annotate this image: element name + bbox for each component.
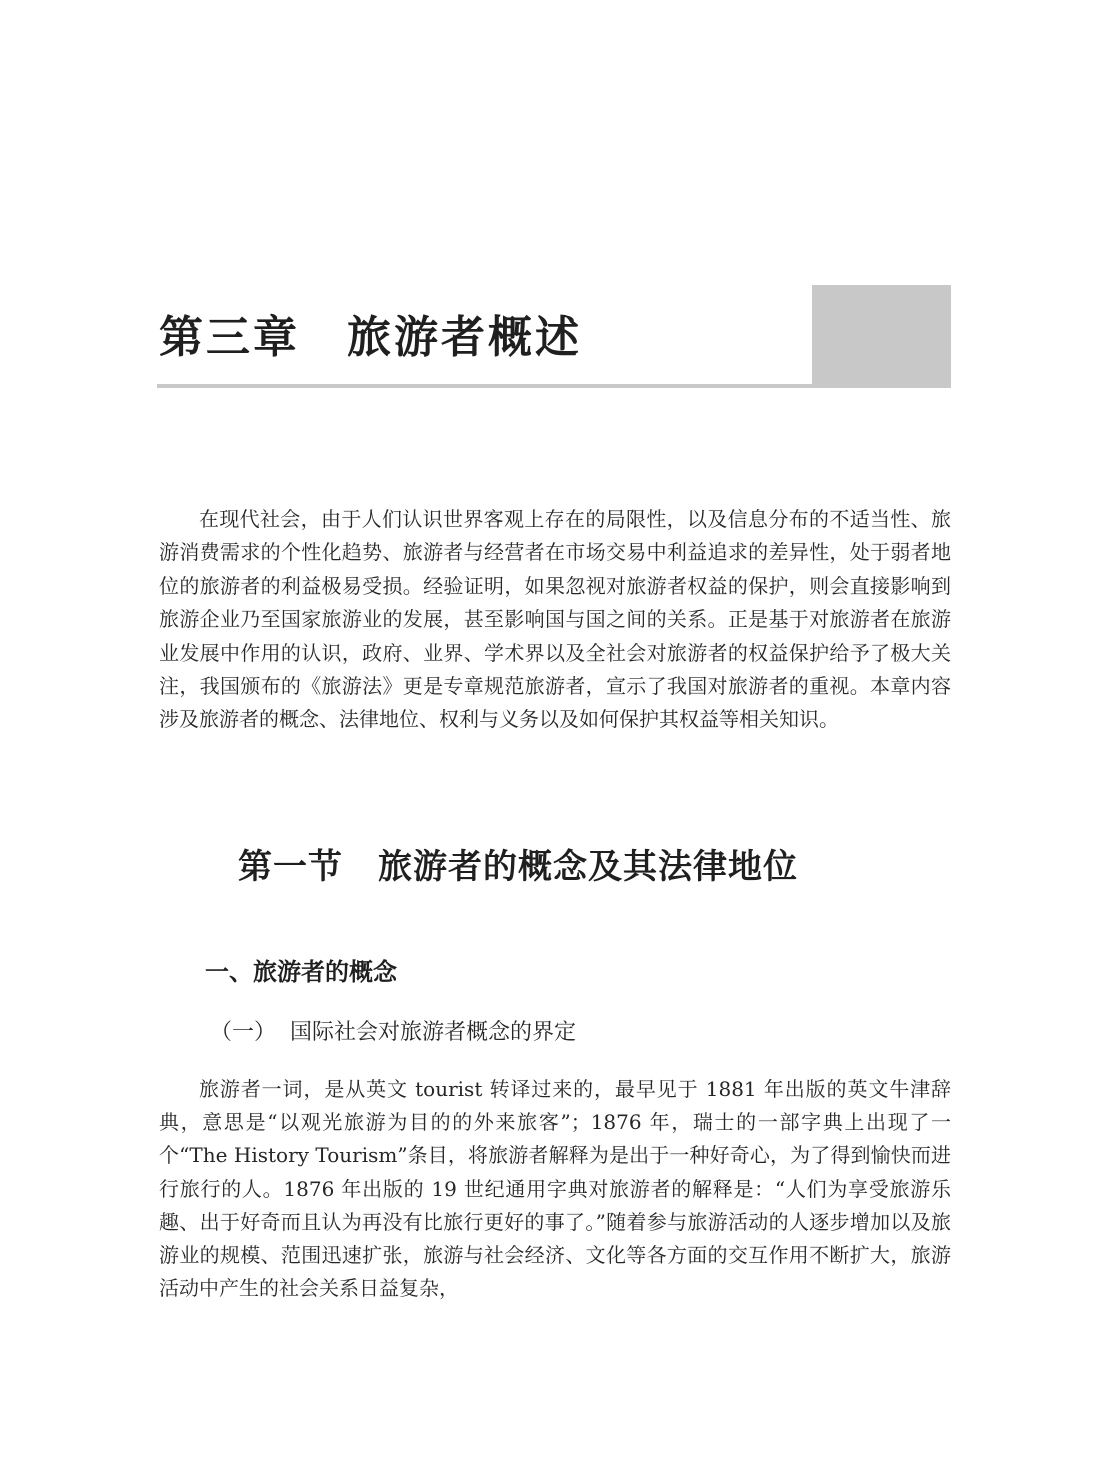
chapter-header <box>157 285 951 388</box>
chapter-title: 第三章 旅游者概述 <box>159 312 582 363</box>
body-paragraph: 旅游者一词，是从英文 tourist 转译过来的，最早见于 1881 年出版的英文牛津辞典，意思是“以观光旅游为目的的外来旅客”；1876 年，瑞士的一部字典上出现了一个“The History Tourism”条目，将旅游者解释为是出于一种好奇心，为了得到愉快而进行旅行的人。1876 年出版的 19 世纪通用字典对旅游者的解释是：“人们为享受旅游乐趣、出于好奇而且认为再没有比旅行更好的事了。”随着参与旅游活动的人逐步增加以及旅游业的规模、范围迅速扩张，旅游与社会经济、文化等各方面的交互作用不断扩大，旅游活动中产生的社会关系日益复杂， <box>159 1077 951 1301</box>
chapter-decor-box <box>812 285 951 388</box>
heading-level-1: 一、旅游者的概念 <box>205 958 397 986</box>
intro-paragraph: 在现代社会，由于人们认识世界客观上存在的局限性，以及信息分布的不适当性、旅游消费需求的个性化趋势、旅游者与经营者在市场交易中利益追求的差异性，处于弱者地位的旅游者的利益极易受损。经验证明，如果忽视对旅游者权益的保护，则会直接影响到旅游企业乃至国家旅游业的发展，甚至影响国与国之间的关系。正是基于对旅游者在旅游业发展中作用的认识，政府、业界、学术界以及全社会对旅游者的权益保护给予了极大关注，我国颁布的《旅游法》更是专章规范旅游者，宣示了我国对旅游者的重视。本章内容涉及旅游者的概念、法律地位、权利与义务以及如何保护其权益等相关知识。 <box>159 507 951 732</box>
heading-level-2: （一） 国际社会对旅游者概念的界定 <box>210 1020 576 1045</box>
section-title: 第一节 旅游者的概念及其法律地位 <box>238 847 798 887</box>
chapter-underline <box>157 384 951 388</box>
